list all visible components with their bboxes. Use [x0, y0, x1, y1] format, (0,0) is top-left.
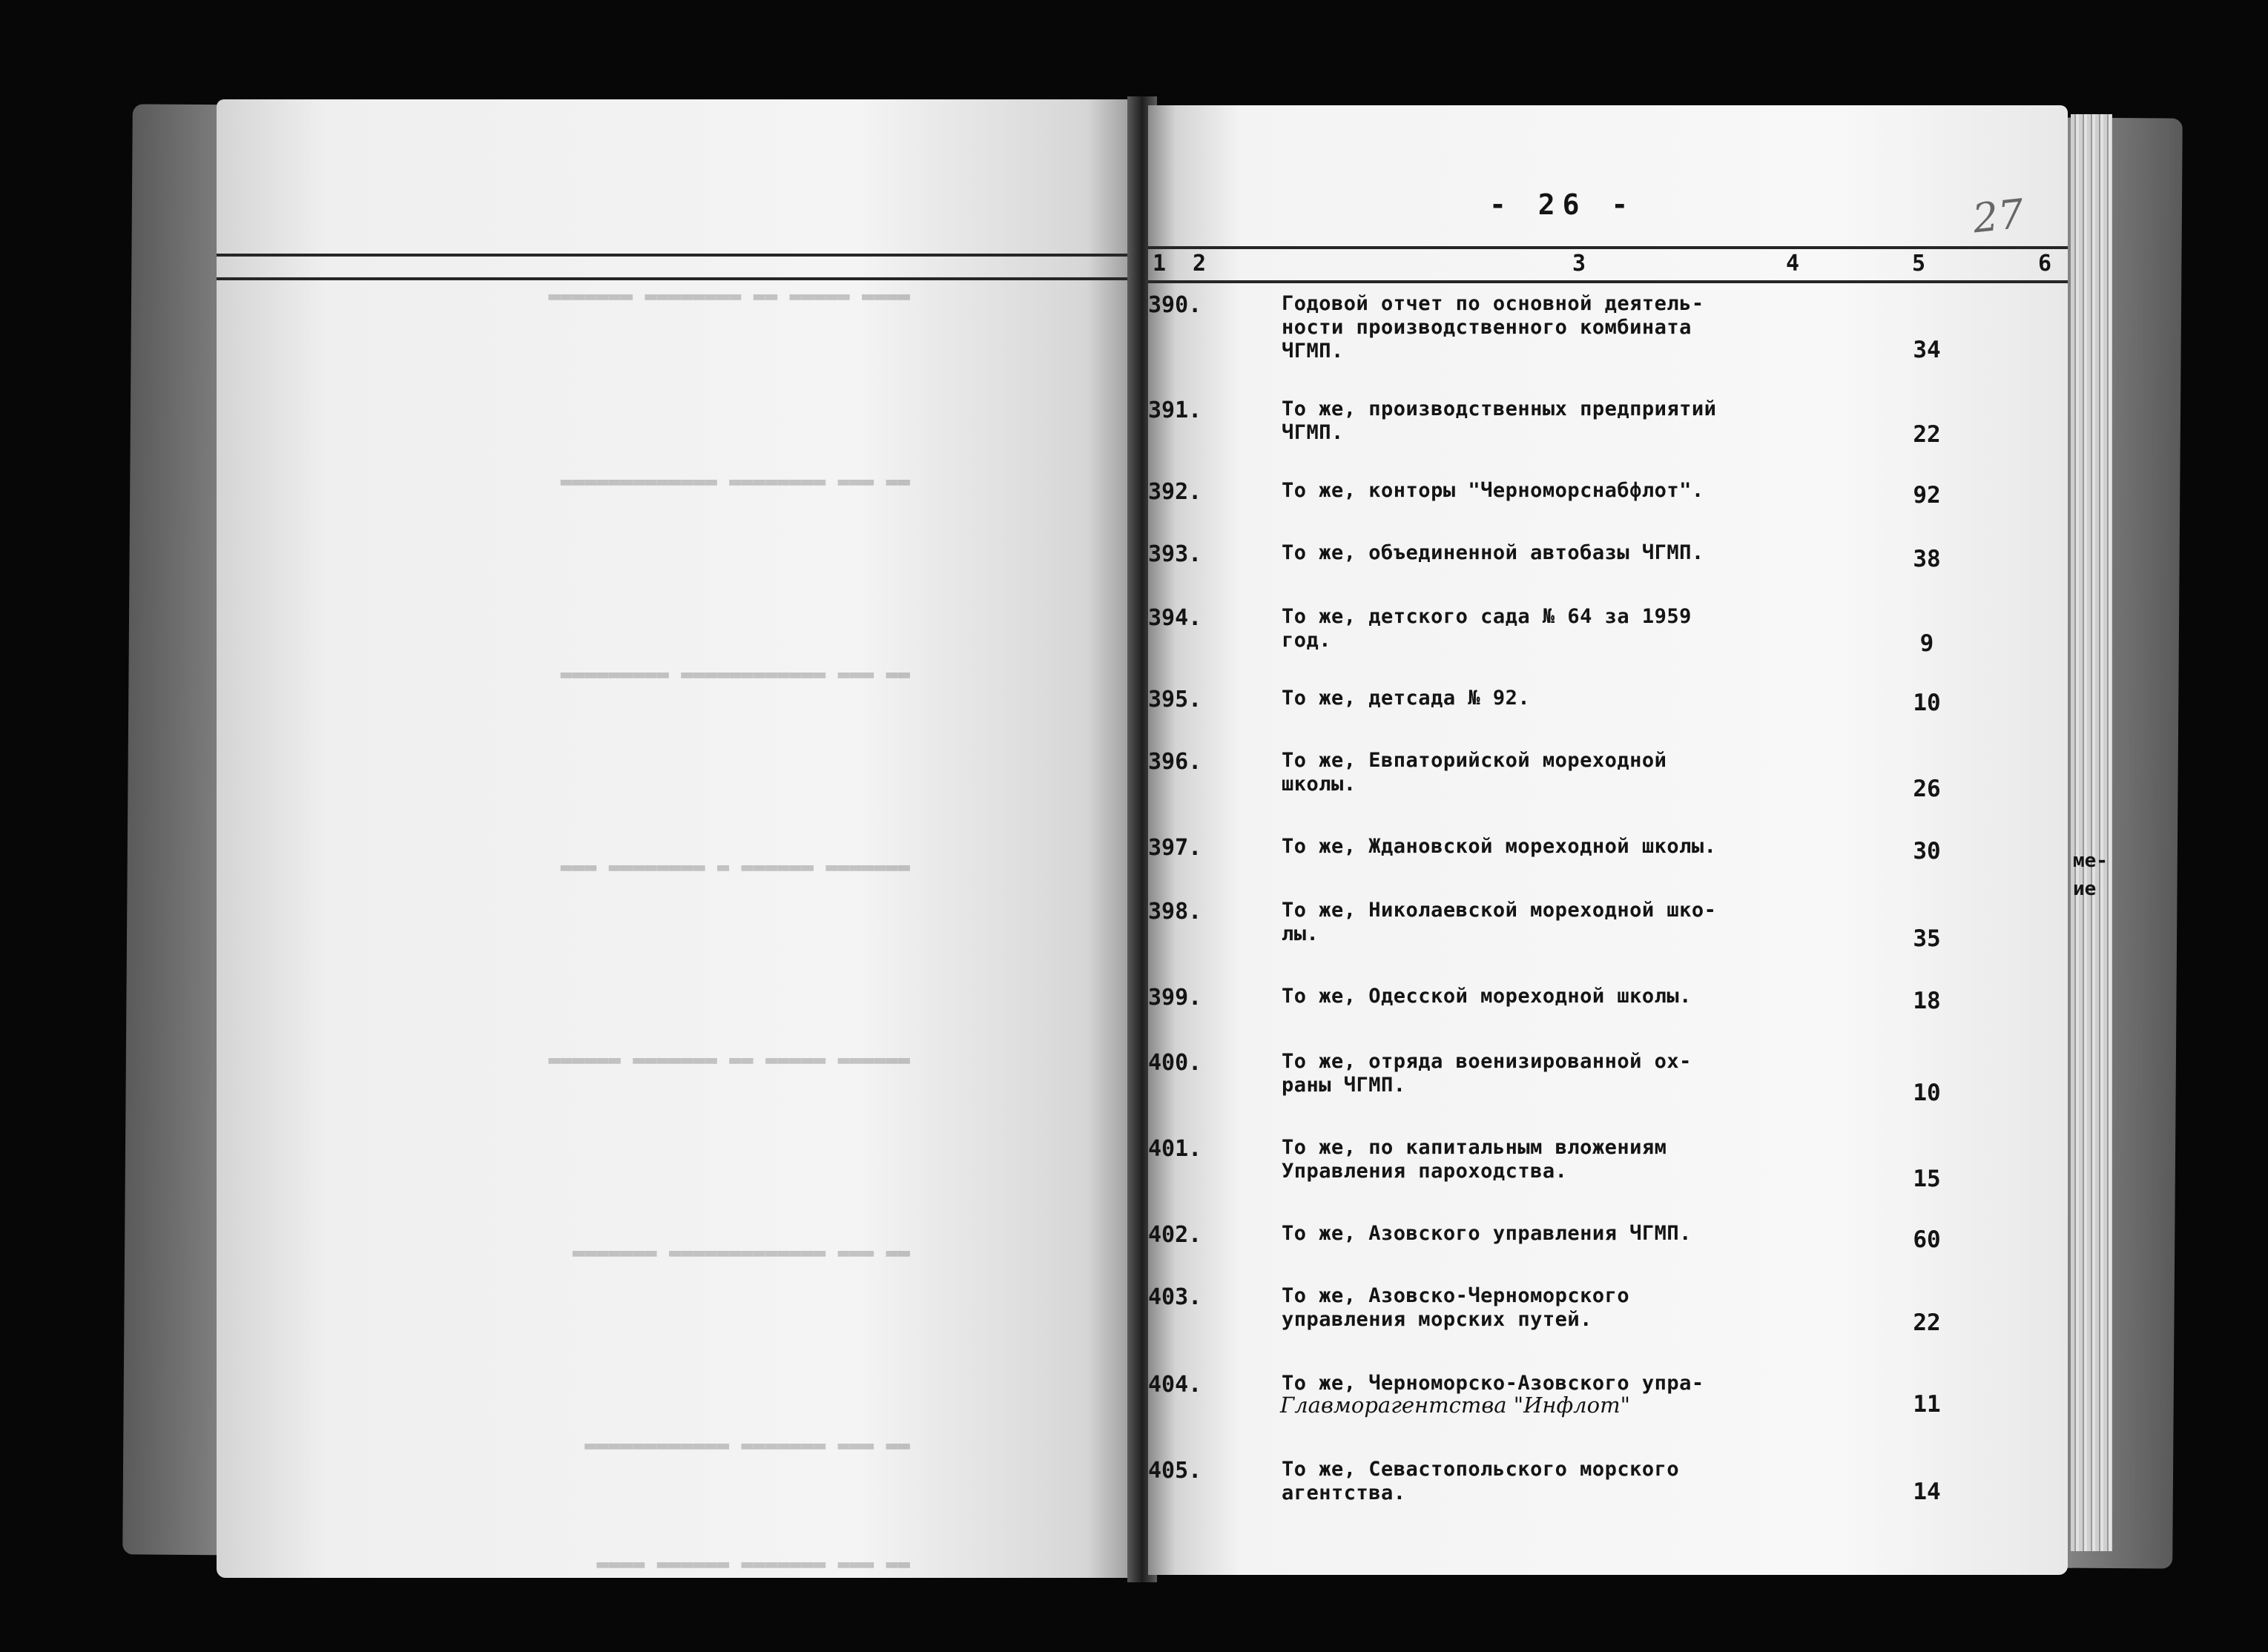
entry-description: То же, Азовско-Черноморского управления морских путей. — [1282, 1284, 1630, 1331]
handwritten-correction: Главморагентства "Инфлот" — [1280, 1392, 1630, 1418]
column-header-6: 6 — [2038, 251, 2052, 277]
entry-description: То же, производственных предприятий ЧГМП. — [1282, 397, 1717, 444]
entry-number: 393. — [1148, 541, 1202, 567]
ghost-line: ▬▬ ▬▬▬ ▬▬▬▬▬▬▬▬▬▬▬▬▬ ▬▬▬▬▬▬▬ — [572, 1241, 910, 1264]
entry-number: 402. — [1148, 1222, 1202, 1248]
entry-description: То же, объединенной автобазы ЧГМП. — [1282, 541, 1704, 564]
entry-number: 405. — [1148, 1458, 1202, 1484]
entry-quantity: 22 — [1913, 421, 1941, 448]
entry-number: 397. — [1148, 835, 1202, 861]
header-rule-top — [1148, 246, 2068, 249]
entry-description: То же, детсада № 92. — [1282, 687, 1531, 710]
entry-number: 394. — [1148, 605, 1202, 631]
entry-description: То же, детского сада № 64 за 1959 год. — [1282, 605, 1692, 652]
column-header-2: 2 — [1193, 251, 1207, 277]
ghost-line: ▬▬▬▬ ▬▬▬▬▬ ▬▬ ▬▬▬▬▬▬▬▬ ▬▬▬▬▬▬▬ — [548, 285, 910, 308]
entry-quantity: 10 — [1913, 690, 1941, 716]
entry-description: То же, Севастопольского морского агентства. — [1282, 1458, 1680, 1504]
entry-quantity: 38 — [1913, 546, 1941, 572]
entry-description: То же, конторы "Черноморснабфлот". — [1282, 479, 1704, 502]
entry-description: То же, Азовского управления ЧГМП. — [1282, 1222, 1692, 1245]
entry-description: То же, Одесской мореходной школы. — [1282, 985, 1692, 1008]
entry-description: То же, Черноморско-Азовского упра- — [1282, 1372, 1704, 1395]
entry-number: 404. — [1148, 1372, 1202, 1398]
entry-quantity: 60 — [1913, 1226, 1941, 1253]
left-header-rule — [217, 254, 1133, 257]
ghost-line: ▬▬ ▬▬▬ ▬▬▬▬▬▬▬ ▬▬▬▬▬▬ ▬▬▬▬ — [596, 1553, 910, 1576]
side-note-fragment — [2073, 847, 2108, 903]
entry-quantity: 11 — [1913, 1391, 1941, 1418]
header-rule-bottom — [1148, 280, 2068, 283]
entry-quantity: 10 — [1913, 1080, 1941, 1106]
archive-sheet-number: 27 — [1970, 190, 2026, 242]
column-header-1: 1 — [1153, 251, 1167, 277]
entry-quantity: 18 — [1913, 988, 1941, 1014]
page-number: - 26 - — [1489, 188, 1636, 221]
entry-number: 401. — [1148, 1136, 1202, 1162]
ghost-line: ▬▬ ▬▬▬ ▬▬▬▬▬▬▬▬▬▬▬▬ ▬▬▬▬▬▬▬▬▬ — [560, 663, 910, 686]
entry-number: 395. — [1148, 687, 1202, 713]
column-header-5: 5 — [1912, 251, 1926, 277]
right-page — [1148, 105, 2068, 1575]
entry-number: 400. — [1148, 1050, 1202, 1076]
column-header-3: 3 — [1572, 251, 1586, 277]
side-note-line: ме- — [2073, 850, 2108, 872]
entry-description: Годовой отчет по основной деятель- ности производственного комбината ЧГМП. — [1282, 292, 1704, 363]
ghost-line: ▬▬▬▬▬▬ ▬▬▬▬▬ ▬▬ ▬▬▬▬▬▬▬ ▬▬▬▬▬▬ — [548, 1048, 910, 1071]
entry-quantity: 9 — [1919, 630, 1934, 657]
left-header-rule-bottom — [217, 277, 1133, 280]
entry-number: 403. — [1148, 1284, 1202, 1310]
entry-number: 390. — [1148, 292, 1202, 318]
entry-number: 391. — [1148, 397, 1202, 423]
ghost-line: ▬▬ ▬▬▬ ▬▬▬▬▬▬▬ ▬▬▬▬▬▬▬▬▬▬▬▬ — [584, 1434, 910, 1457]
entry-description: То же, Николаевской мореходной шко- лы. — [1282, 899, 1717, 945]
entry-number: 398. — [1148, 899, 1202, 925]
entry-quantity: 35 — [1913, 925, 1941, 952]
show-through-text — [217, 99, 1133, 1578]
entry-description: То же, Евпаторийской мореходной школы. — [1282, 749, 1667, 796]
entry-quantity: 14 — [1913, 1478, 1941, 1505]
entry-number: 399. — [1148, 985, 1202, 1011]
entry-quantity: 30 — [1913, 838, 1941, 865]
column-header-4: 4 — [1786, 251, 1800, 277]
entry-description: То же, Ждановской мореходной школы. — [1282, 835, 1717, 858]
entry-number: 392. — [1148, 479, 1202, 505]
ghost-line: ▬▬▬▬▬▬▬ ▬▬▬▬▬▬ ▬ ▬▬▬▬▬▬▬▬ ▬▬▬ — [560, 856, 910, 879]
entry-quantity: 26 — [1913, 776, 1941, 802]
entry-description: То же, отряда военизированной ох- раны ЧГМП. — [1282, 1050, 1692, 1097]
ghost-line: ▬▬ ▬▬▬ ▬▬▬▬▬▬▬▬ ▬▬▬▬▬▬▬▬▬▬▬▬▬ — [560, 470, 910, 493]
entry-description: То же, по капитальным вложениям Управления пароходства. — [1282, 1136, 1667, 1183]
left-page — [217, 99, 1133, 1578]
side-note-line: ие — [2073, 878, 2097, 900]
page-edges — [2071, 114, 2112, 1551]
entry-number: 396. — [1148, 749, 1202, 775]
entry-quantity: 92 — [1913, 482, 1941, 509]
entry-quantity: 22 — [1913, 1309, 1941, 1336]
entry-quantity: 34 — [1913, 337, 1941, 363]
entry-quantity: 15 — [1913, 1166, 1941, 1192]
